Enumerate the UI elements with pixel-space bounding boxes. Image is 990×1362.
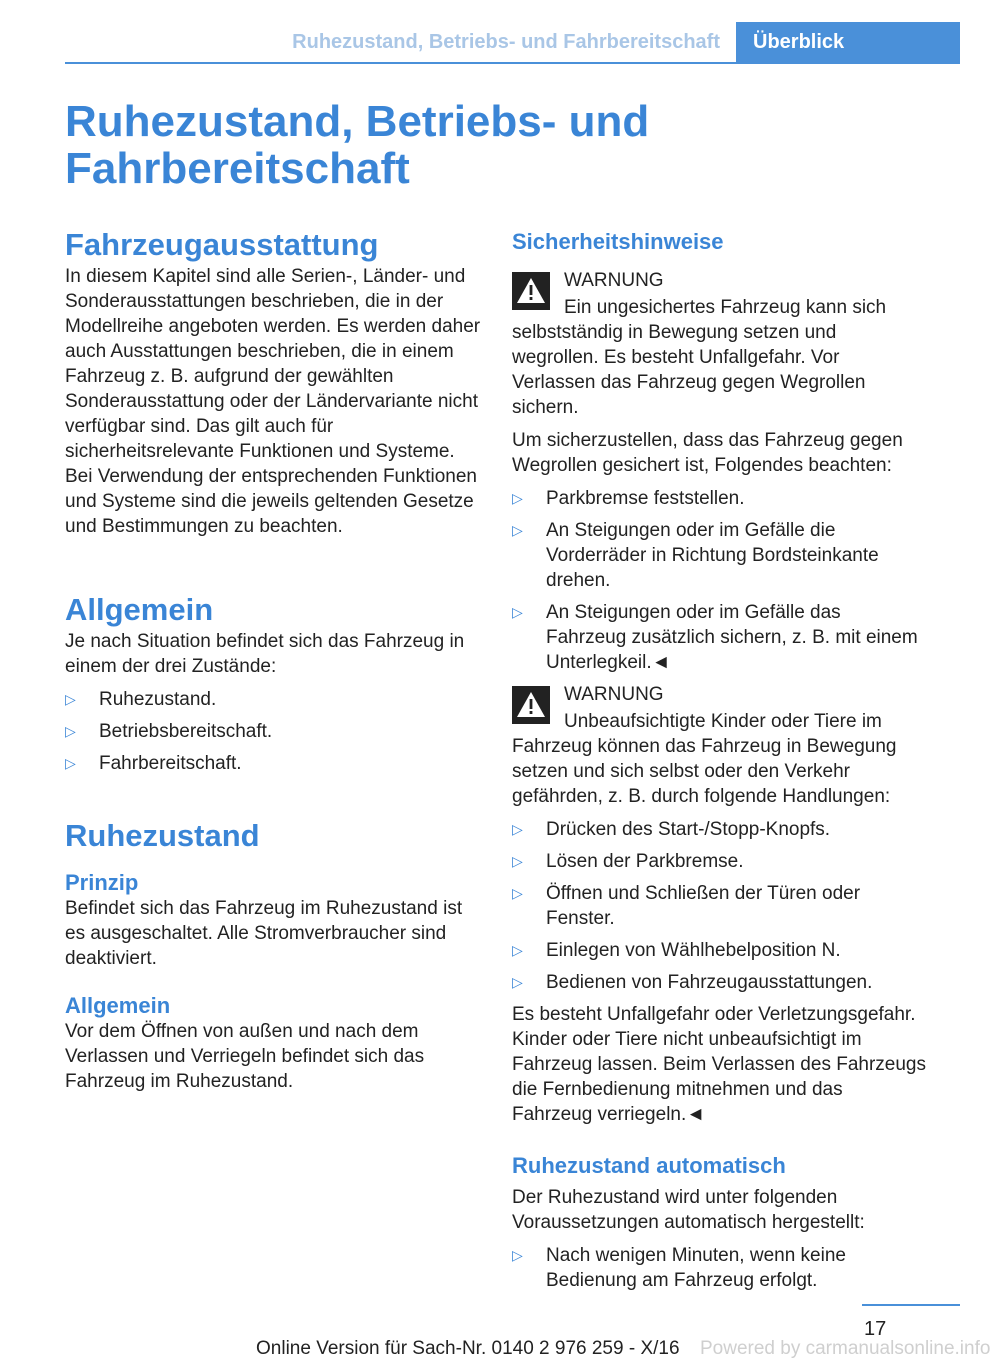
triangle-bullet-icon: ▷ xyxy=(512,522,523,538)
triangle-bullet-icon: ▷ xyxy=(512,974,523,990)
list-automatisch xyxy=(512,1243,926,1293)
paragraph-sichern: Um sicherzustellen, dass das Fahrzeug gegen Wegrollen gesichert ist, Folgendes beachten: xyxy=(512,430,903,476)
triangle-bullet-icon: ▷ xyxy=(512,885,523,901)
heading-allgemein: Allgemein xyxy=(65,592,214,627)
triangle-bullet-icon: ▷ xyxy=(65,723,76,739)
list-zustaende xyxy=(65,687,481,776)
list-item: ▷ An Steigungen oder im Gefälle die Vorderräder in Richtung Bordsteinkante drehen. xyxy=(512,520,879,591)
list-item: ▷ Bedienen von Fahrzeugausstattungen. xyxy=(512,972,873,993)
left-column xyxy=(65,226,481,1094)
triangle-bullet-icon: ▷ xyxy=(65,755,76,771)
right-column xyxy=(512,226,926,1300)
warning-text-2: Unbeaufsichtigte Kinder oder Tiere im Fahrzeug können das Fahrzeug in Bewegung setzen und sich selbst oder den Verkehr gefährden, z. B. durch folgende Handlungen: xyxy=(512,711,897,807)
list-item: ▷ Nach wenigen Minuten, wenn keine Bedienung am Fahrzeug erfolgt. xyxy=(512,1245,846,1291)
heading-fahrzeugausstattung: Fahrzeugausstattung xyxy=(65,227,379,262)
heading-prinzip: Prinzip xyxy=(65,870,139,895)
paragraph-fahrzeugausstattung: In diesem Kapitel sind alle Serien-, Länder- und Sonderausstattungen beschrieben, die in der Modellreihe angeboten werden. Es werden daher auch Ausstattungen beschrieben, die in einem Fahrzeug z. B. aufgrund der gewählten Sonderausstattung oder der Ländervariante nicht verfügbar sind. Das gilt auch für sicherheitsrelevante Funktionen und Systeme. Bei Verwendung der entsprechenden Funktionen und Systeme sind die jeweils geltenden Gesetze und Bestimmungen zu beachten. xyxy=(65,266,481,537)
footer-version: Online Version für Sach-Nr. 0140 2 976 259 - X/16 xyxy=(256,1338,680,1359)
page-title: Ruhezustand, Betriebs- und Fahrbereitschaft xyxy=(65,97,650,193)
header-tab[interactable]: Überblick xyxy=(736,22,960,64)
triangle-bullet-icon: ▷ xyxy=(512,942,523,958)
heading-sicherheitshinweise: Sicherheitshinweise xyxy=(512,229,724,254)
list-item: ▷ Einlegen von Wählhebelposition N. xyxy=(512,940,841,961)
triangle-bullet-icon: ▷ xyxy=(512,604,523,620)
list-item: ▷ Öffnen und Schließen der Türen oder Fenster. xyxy=(512,883,861,929)
list-item: ▷ Ruhezustand. xyxy=(65,689,217,710)
footer-rule xyxy=(862,1304,960,1306)
warning-block-1 xyxy=(512,268,926,293)
warning-title: WARNUNG xyxy=(564,684,664,705)
heading-ruhezustand: Ruhezustand xyxy=(65,818,260,853)
list-item: ▷ Parkbremse feststellen. xyxy=(512,488,745,509)
list-sichern xyxy=(512,486,926,675)
warning-icon xyxy=(512,686,550,724)
triangle-bullet-icon: ▷ xyxy=(512,490,523,506)
heading-ruhezustand-automatisch: Ruhezustand automatisch xyxy=(512,1153,786,1178)
list-item: ▷ Betriebsbereitschaft. xyxy=(65,721,273,742)
paragraph-unfallgefahr: Es besteht Unfallgefahr oder Verletzungsgefahr. Kinder oder Tiere nicht unbeaufsichtigt im Fahrzeug lassen. Beim Verlassen des Fahrzeugs die Fernbedienung mitnehmen und das Fahrzeug verriegeln.◄ xyxy=(512,1004,926,1125)
list-item: ▷ Lösen der Parkbremse. xyxy=(512,851,744,872)
header-section-title: Ruhezustand, Betriebs- und Fahrbereitschaft xyxy=(292,31,720,53)
list-item: ▷ An Steigungen oder im Gefälle das Fahrzeug zusätzlich sichern, z. B. mit einem Unterlegkeil.◄ xyxy=(512,602,918,673)
list-handlungen xyxy=(512,817,926,995)
list-item: ▷ Drücken des Start-/Stopp-Knopfs. xyxy=(512,819,831,840)
triangle-bullet-icon: ▷ xyxy=(65,691,76,707)
paragraph-ruhezustand-automatisch: Der Ruhezustand wird unter folgenden Voraussetzungen automatisch hergestellt: xyxy=(512,1187,865,1233)
paragraph-allgemein: Je nach Situation befindet sich das Fahrzeug in einem der drei Zustände: xyxy=(65,631,465,677)
warning-text-1: Ein ungesichertes Fahrzeug kann sich selbstständig in Bewegung setzen und wegrollen. Es besteht Unfallgefahr. Vor Verlassen das Fahrzeug gegen Wegrollen sichern. xyxy=(512,297,887,418)
watermark: Powered by carmanualsonline.info xyxy=(700,1338,990,1359)
warning-block-2 xyxy=(512,682,926,707)
page-number: 17 xyxy=(864,1318,887,1340)
heading-allgemein-2: Allgemein xyxy=(65,993,171,1018)
warning-icon xyxy=(512,272,550,310)
triangle-bullet-icon: ▷ xyxy=(512,821,523,837)
warning-title: WARNUNG xyxy=(564,270,664,291)
paragraph-allgemein-2: Vor dem Öffnen von außen und nach dem Verlassen und Verriegeln befindet sich das Fahrzeug im Ruhezustand. xyxy=(65,1021,425,1092)
list-item: ▷ Fahrbereitschaft. xyxy=(65,753,242,774)
triangle-bullet-icon: ▷ xyxy=(512,1247,523,1263)
paragraph-prinzip: Befindet sich das Fahrzeug im Ruhezustand ist es ausgeschaltet. Alle Stromverbraucher sind deaktiviert. xyxy=(65,898,463,969)
triangle-bullet-icon: ▷ xyxy=(512,853,523,869)
